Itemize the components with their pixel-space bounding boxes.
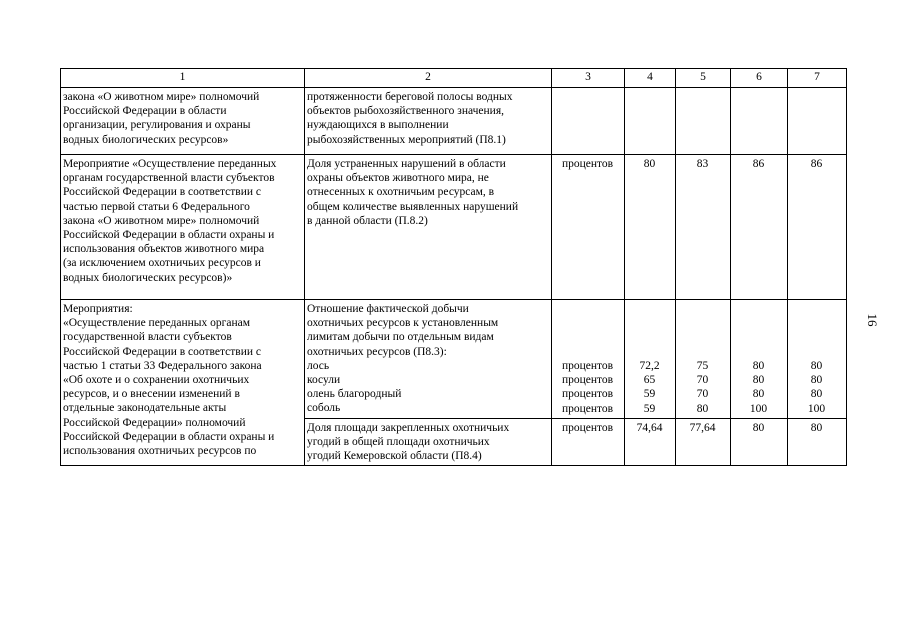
indicator-cell <box>305 155 552 300</box>
text-line: рыбохозяйственных мероприятий (П8.1) <box>307 133 506 146</box>
text-line: водных биологических ресурсов» <box>63 133 229 146</box>
unit-cell: процентов <box>552 418 625 466</box>
value-cell <box>731 300 788 419</box>
value: 80 <box>696 402 709 415</box>
table-row <box>61 155 847 300</box>
text-line: Доля площади закрепленных охотничьих <box>307 421 510 434</box>
value-cell <box>625 88 676 155</box>
indicator-cell <box>305 88 552 155</box>
text-line: в данной области (П.8.2) <box>307 214 428 227</box>
value: 59 <box>643 388 656 401</box>
text-line: Российской Федерации в области охраны и <box>63 229 275 242</box>
value-cell <box>676 88 731 155</box>
text-line: охотничьих ресурсов к установленным <box>307 317 499 330</box>
text-line: ресурсов, и о внесении изменений в <box>63 388 240 401</box>
species-label: олень благородный <box>307 388 402 401</box>
column-number: 4 <box>625 69 676 88</box>
unit-cell <box>552 300 625 419</box>
value: 59 <box>643 402 656 415</box>
species-label: соболь <box>307 402 341 415</box>
text-line: использования объектов животного мира <box>63 243 265 256</box>
text-line: «Об охоте и о сохранении охотничьих <box>63 374 250 387</box>
column-number: 3 <box>552 69 625 88</box>
value: 80 <box>810 374 823 387</box>
text-line: лимитам добычи по отдельным видам <box>307 331 494 344</box>
text-line: частью 1 статьи 33 Федерального закона <box>63 359 262 372</box>
text-line: «Осуществление переданных органам <box>63 317 250 330</box>
unit-value: процентов <box>561 388 614 401</box>
value-cell: 86 <box>788 155 847 300</box>
text-line: угодий в общей площади охотничьих <box>307 436 490 449</box>
value-cell: 77,64 <box>676 418 731 466</box>
column-number: 7 <box>788 69 847 88</box>
text-line: (за исключением охотничьих ресурсов и <box>63 257 261 270</box>
value-cell: 86 <box>731 155 788 300</box>
value: 100 <box>807 402 826 415</box>
text-line: Доля устраненных нарушений в области <box>307 158 506 170</box>
text-line: охраны объектов животного мира, не <box>307 172 489 185</box>
text-line: закона «О животном мире» полномочий <box>63 91 260 103</box>
value-cell: 80 <box>625 155 676 300</box>
value-cell <box>625 300 676 419</box>
text-line: охотничьих ресурсов (П8.3): <box>307 345 447 358</box>
value: 65 <box>643 374 656 387</box>
text-line: нуждающихся в выполнении <box>307 119 449 132</box>
value-cell: 80 <box>731 418 788 466</box>
text-line: частью первой статьи 6 Федерального <box>63 200 250 213</box>
value: 70 <box>696 388 709 401</box>
column-number: 2 <box>305 69 552 88</box>
event-cell <box>61 300 305 466</box>
column-number: 5 <box>676 69 731 88</box>
value: 80 <box>752 360 765 372</box>
indicator-cell <box>305 300 552 419</box>
text-line: Отношение фактической добычи <box>307 303 469 315</box>
text-line: Российской Федерации в области охраны и <box>63 430 275 443</box>
species-label: косули <box>307 374 341 387</box>
event-cell <box>61 88 305 155</box>
text-line: Российской Федерации в соответствии с <box>63 345 261 358</box>
text-line: протяженности береговой полосы водных <box>307 91 513 103</box>
value: 75 <box>696 360 709 372</box>
text-line: отнесенных к охотничьим ресурсам, в <box>307 186 495 199</box>
unit-cell: процентов <box>552 155 625 300</box>
event-cell <box>61 155 305 300</box>
unit-value: процентов <box>561 402 614 415</box>
value: 100 <box>749 402 768 415</box>
table-header-row <box>61 69 847 88</box>
text-line: государственной власти субъектов <box>63 331 232 344</box>
value-cell: 83 <box>676 155 731 300</box>
text-line: Российской Федерации в области <box>63 105 227 118</box>
unit-value: процентов <box>561 360 614 372</box>
text-line: Мероприятие «Осуществление переданных <box>63 158 277 170</box>
column-number: 1 <box>61 69 305 88</box>
text-line: Российской Федерации в соответствии с <box>63 186 261 199</box>
value-cell <box>731 88 788 155</box>
indicator-cell <box>305 418 552 466</box>
text-line: органам государственной власти субъектов <box>63 172 275 185</box>
text-line: отдельные законодательные акты <box>63 402 227 415</box>
text-line: общем количестве выявленных нарушений <box>307 200 519 213</box>
text-line: объектов рыбохозяйственного значения, <box>307 105 504 118</box>
page-number: 16 <box>865 313 880 327</box>
unit-value: процентов <box>561 374 614 387</box>
text-line: угодий Кемеровской области (П8.4) <box>307 450 482 463</box>
text-line: водных биологических ресурсов)» <box>63 271 233 284</box>
text-line: использования охотничьих ресурсов по <box>63 445 257 458</box>
value: 70 <box>696 374 709 387</box>
value: 80 <box>810 388 823 401</box>
species-label: лось <box>307 359 330 372</box>
value: 80 <box>752 374 765 387</box>
text-line: Российской Федерации» полномочий <box>63 416 246 429</box>
table-row <box>61 88 847 155</box>
value: 80 <box>810 360 823 372</box>
unit-cell <box>552 88 625 155</box>
value: 72,2 <box>639 360 660 372</box>
value-cell <box>788 88 847 155</box>
value-cell <box>788 300 847 419</box>
value-cell: 74,64 <box>625 418 676 466</box>
value: 80 <box>752 388 765 401</box>
text-line: организации, регулирования и охраны <box>63 119 251 132</box>
indicators-table <box>60 68 847 466</box>
text-line: Мероприятия: <box>63 303 133 315</box>
value-cell: 80 <box>788 418 847 466</box>
value-cell <box>676 300 731 419</box>
column-number: 6 <box>731 69 788 88</box>
text-line: закона «О животном мире» полномочий <box>63 214 260 227</box>
table-row <box>61 300 847 419</box>
